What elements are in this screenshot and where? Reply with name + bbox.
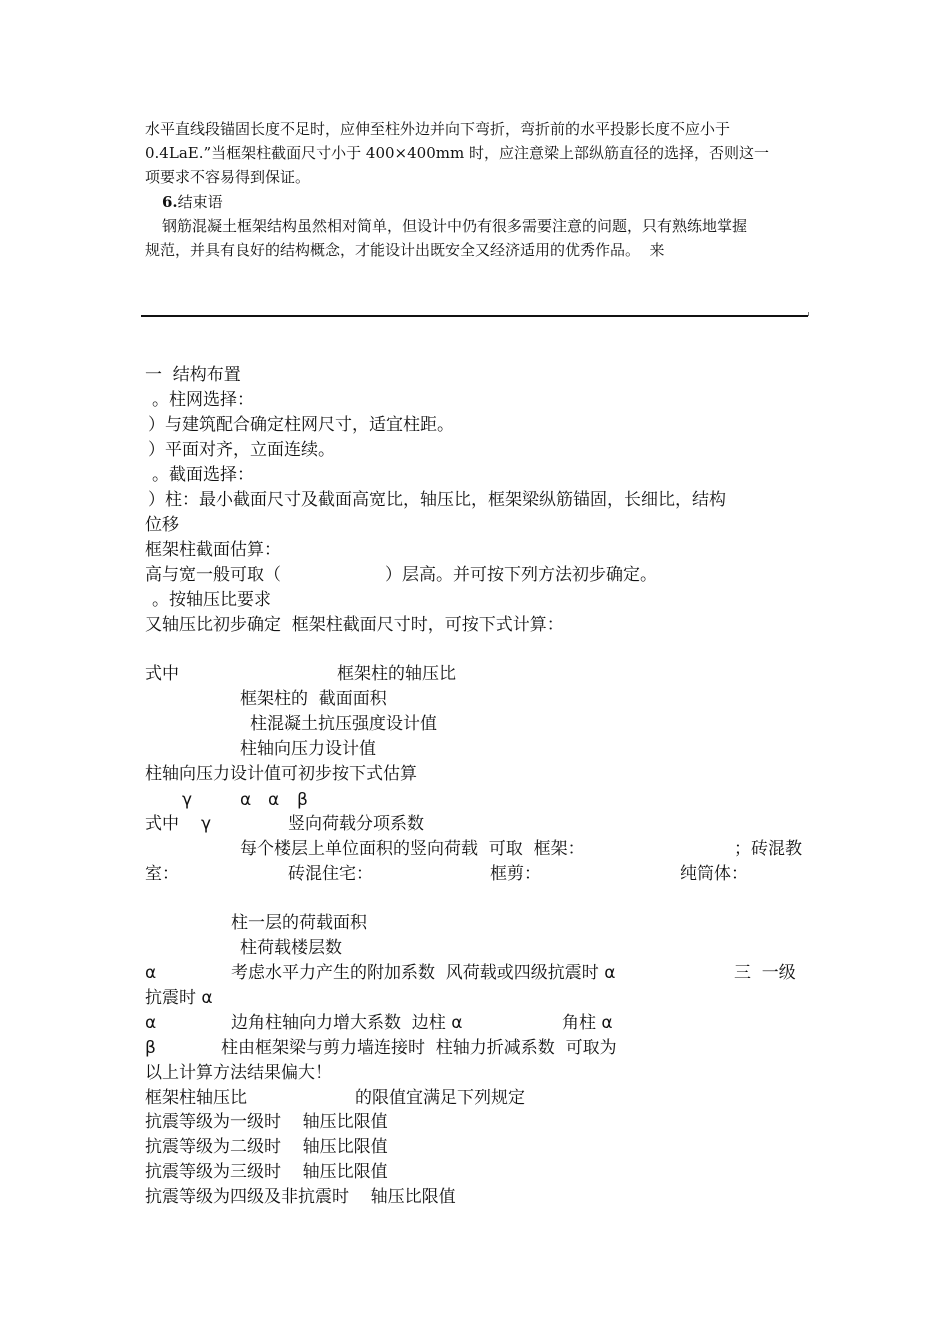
definition-text: 每个楼层上单位面积的竖向荷载 可取 框架： bbox=[240, 839, 585, 859]
text-line: 高与宽一般可取（ bbox=[145, 565, 281, 585]
definition-text: 纯筒体： bbox=[680, 864, 748, 884]
section-title: 一 结构布置 bbox=[145, 365, 241, 385]
formula-label: 式中 bbox=[145, 814, 179, 834]
section-heading bbox=[162, 190, 223, 214]
definition-text: ；砖混教 bbox=[734, 839, 802, 859]
definition-text: 砖混住宅： bbox=[288, 864, 373, 884]
text-line: 位移 bbox=[145, 515, 179, 535]
text-line: 抗震等级为二级时 轴压比限值 bbox=[145, 1137, 388, 1157]
text-line: 抗震等级为一级时 轴压比限值 bbox=[145, 1112, 388, 1132]
text-line: 。柱网选择： bbox=[152, 390, 254, 410]
greek-symbol: β bbox=[145, 1038, 156, 1058]
text-line: 柱轴向压力设计值可初步按下式估算 bbox=[145, 764, 417, 784]
definition-text: 边角柱轴向力增大系数 边柱 α bbox=[231, 1013, 463, 1033]
heading-text: 结束语 bbox=[177, 193, 223, 211]
greek-symbol: α bbox=[240, 790, 252, 810]
definition-text: 框架柱的轴压比 bbox=[337, 664, 456, 684]
paragraph-line: 钢筋混凝土框架结构虽然相对简单，但设计中仍有很多需要注意的问题，只有熟练地掌握 bbox=[162, 217, 748, 235]
text-line: ）平面对齐，立面连续。 bbox=[148, 440, 335, 460]
text-line: ）层高。并可按下列方法初步确定。 bbox=[385, 565, 657, 585]
definition-text: 柱轴向压力设计值 bbox=[240, 739, 376, 759]
definition-text: 框剪： bbox=[490, 864, 541, 884]
text-line: 框架柱轴压比 bbox=[145, 1088, 247, 1108]
text-line: 抗震等级为三级时 轴压比限值 bbox=[145, 1162, 388, 1182]
text-line: 。截面选择： bbox=[152, 465, 254, 485]
greek-symbol: β bbox=[297, 790, 308, 810]
text-line: ）柱：最小截面尺寸及截面高宽比，轴压比，框架梁纵筋锚固，长细比，结构 bbox=[148, 490, 726, 510]
text-line: 又轴压比初步确定 框架柱截面尺寸时，可按下式计算： bbox=[145, 615, 564, 635]
heading-number: 6. bbox=[162, 193, 178, 211]
formula-label: 式中 bbox=[145, 664, 179, 684]
text-line: 。按轴压比要求 bbox=[152, 590, 271, 610]
horizontal-divider bbox=[141, 315, 808, 317]
definition-text: 室： bbox=[145, 864, 179, 884]
definition-text: 框架柱的 截面面积 bbox=[240, 689, 387, 709]
text-line: 的限值宜满足下列规定 bbox=[355, 1088, 525, 1108]
paragraph-line: 规范，并具有良好的结构概念，才能设计出既安全又经济适用的优秀作品。 来 bbox=[145, 241, 665, 259]
text-line: 框架柱截面估算： bbox=[145, 540, 281, 560]
definition-text: 竖向荷载分项系数 bbox=[288, 814, 424, 834]
text-line: 抗震等级为四级及非抗震时 轴压比限值 bbox=[145, 1187, 456, 1207]
paragraph-line: 水平直线段锚固长度不足时，应伸至柱外边并向下弯折，弯折前的水平投影长度不应小于 bbox=[145, 120, 731, 138]
definition-text: 柱由框架梁与剪力墙连接时 柱轴力折减系数 可取为 bbox=[221, 1038, 617, 1058]
greek-symbol: γ bbox=[201, 814, 212, 834]
definition-text: 抗震时 α bbox=[145, 988, 213, 1008]
greek-symbol: α bbox=[145, 1013, 157, 1033]
definition-text: 柱荷载楼层数 bbox=[240, 938, 342, 958]
definition-text: 角柱 α bbox=[562, 1013, 613, 1033]
greek-symbol: α bbox=[145, 963, 157, 983]
divider-end-mark bbox=[808, 312, 809, 316]
text-line: ）与建筑配合确定柱网尺寸，适宜柱距。 bbox=[148, 415, 454, 435]
definition-text: 考虑水平力产生的附加系数 风荷载或四级抗震时 α bbox=[231, 963, 616, 983]
paragraph-line: 0.4LaE.”当框架柱截面尺寸小于 400×400mm 时，应注意梁上部纵筋直径的选择，否则这一 bbox=[145, 144, 769, 162]
paragraph-line: 项要求不容易得到保证。 bbox=[145, 168, 311, 186]
text-line: 以上计算方法结果偏大！ bbox=[145, 1063, 332, 1083]
greek-symbol: α bbox=[268, 790, 280, 810]
definition-text: 柱混凝土抗压强度设计值 bbox=[250, 714, 437, 734]
definition-text: 三 一级 bbox=[734, 963, 796, 983]
definition-text: 柱一层的荷载面积 bbox=[231, 913, 367, 933]
greek-symbol: γ bbox=[182, 790, 193, 810]
